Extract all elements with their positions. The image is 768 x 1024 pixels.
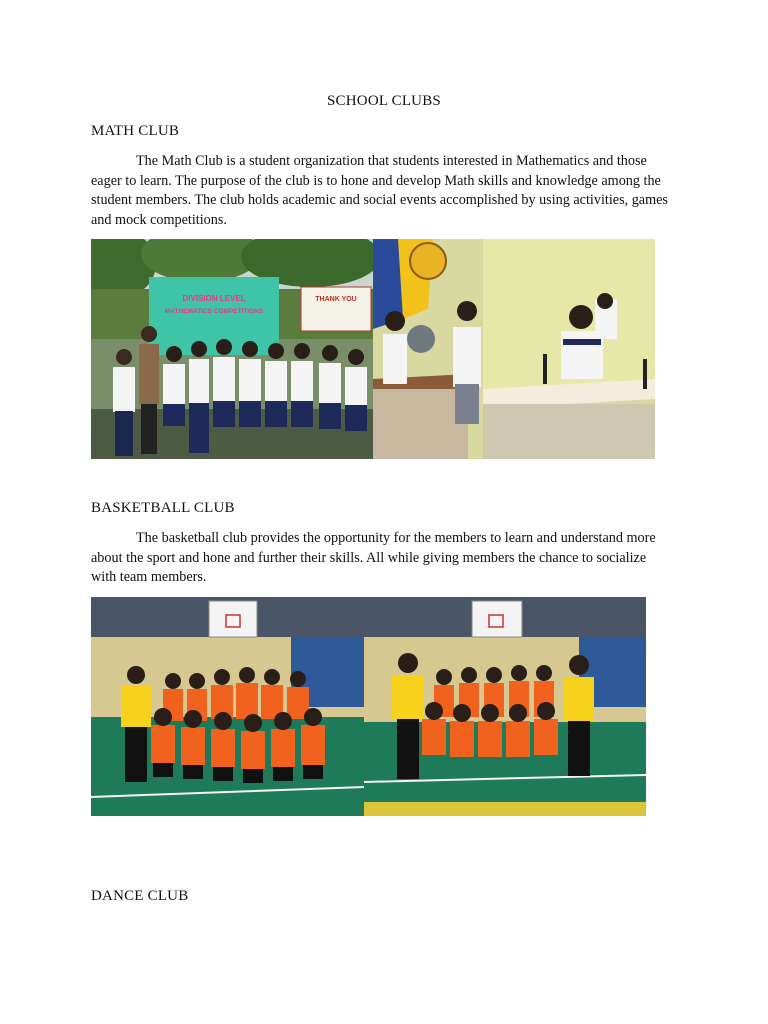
page-title: SCHOOL CLUBS [327,93,441,109]
basketball-team-photo-left [91,597,364,816]
banner-text-line1: DIVISION LEVEL [182,294,246,303]
basketball-club-paragraph: The basketball club provides the opportunity for the members to learn and understand more about the sport and hone and further their skills. All while giving members the chance to socialize with team members. [91,530,656,585]
thank-you-sign-text: THANK YOU [315,296,357,303]
basketball-team-photo-right [364,597,646,816]
math-club-classroom-photo [373,239,655,459]
banner-text-line2: MATHEMATICS COMPETITIONS [164,308,264,315]
math-club-competition-photo [91,239,373,459]
dance-club-heading: DANCE CLUB [91,888,189,904]
math-club-heading: MATH CLUB [91,123,180,139]
basketball-club-heading: BASKETBALL CLUB [91,500,235,516]
math-club-paragraph: The Math Club is a student organization that students interested in Mathematics and those eager to learn. The purpose of the club is to hone and develop Math skills and knowledge among the student members. The club holds academic and social events accomplished by using activities, games and mock competitions. [91,153,668,228]
